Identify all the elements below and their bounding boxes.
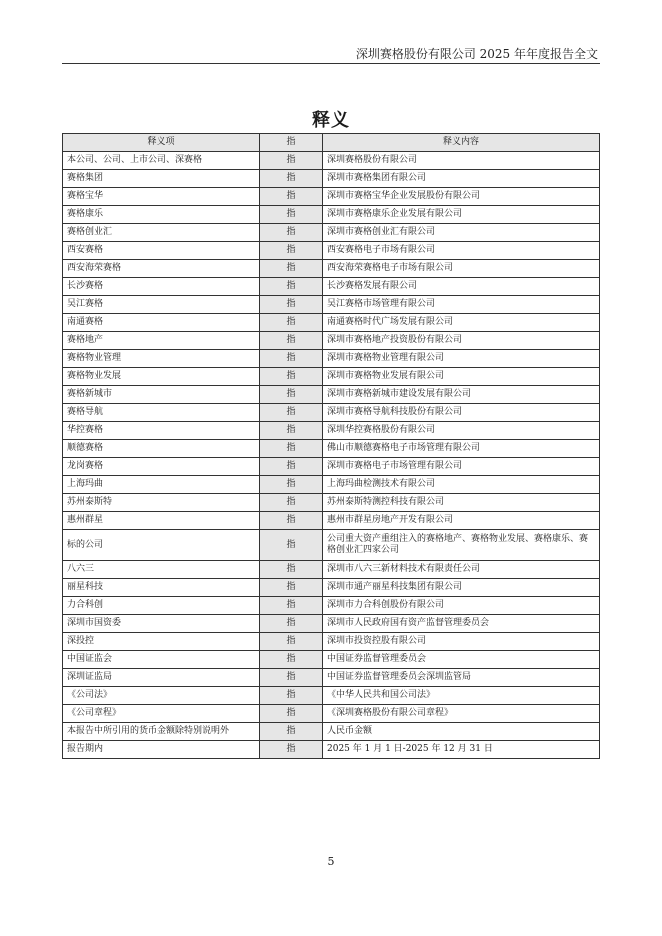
table-row [63, 278, 600, 296]
page-number: 5 [327, 855, 335, 868]
term-cell: 赛格创业汇 [63, 224, 260, 242]
table-row [63, 314, 600, 332]
table-row [63, 206, 600, 224]
ref-cell: 指 [260, 530, 323, 561]
definition-cell: 佛山市顺德赛格电子市场管理有限公司 [323, 440, 600, 458]
term-cell: 惠州群星 [63, 512, 260, 530]
definition-cell: 西安海荣赛格电子市场有限公司 [323, 260, 600, 278]
term-cell: 赛格地产 [63, 332, 260, 350]
definition-cell: 深圳市通产丽星科技集团有限公司 [323, 579, 600, 597]
ref-cell: 指 [260, 494, 323, 512]
table-row [63, 723, 600, 741]
definition-cell: 深圳市力合科创股份有限公司 [323, 597, 600, 615]
ref-cell: 指 [260, 561, 323, 579]
table-row [63, 350, 600, 368]
ref-cell: 指 [260, 332, 323, 350]
ref-cell: 指 [260, 206, 323, 224]
ref-cell: 指 [260, 314, 323, 332]
table-row [63, 615, 600, 633]
page-title: 释义 [312, 110, 350, 131]
header-ref: 指 [260, 134, 323, 152]
term-cell: 报告期内 [63, 741, 260, 759]
table-body [63, 152, 600, 759]
ref-cell: 指 [260, 422, 323, 440]
definition-cell: 深圳市赛格康乐企业发展有限公司 [323, 206, 600, 224]
table-row [63, 386, 600, 404]
definition-cell: 公司重大资产重组注入的赛格地产、赛格物业发展、赛格康乐、赛格创业汇四家公司 [323, 530, 600, 561]
ref-cell: 指 [260, 741, 323, 759]
term-cell: 赛格集团 [63, 170, 260, 188]
header-term: 释义项 [63, 134, 260, 152]
term-cell: 深圳证监局 [63, 669, 260, 687]
table-row [63, 242, 600, 260]
definition-cell: 西安赛格电子市场有限公司 [323, 242, 600, 260]
definition-cell: 2025 年 1 月 1 日-2025 年 12 月 31 日 [323, 741, 600, 759]
definition-cell: 中国证券监督管理委员会深圳监管局 [323, 669, 600, 687]
ref-cell: 指 [260, 404, 323, 422]
term-cell: 上海玛曲 [63, 476, 260, 494]
definition-cell: 人民币金额 [323, 723, 600, 741]
ref-cell: 指 [260, 440, 323, 458]
term-cell: 西安海荣赛格 [63, 260, 260, 278]
ref-cell: 指 [260, 669, 323, 687]
term-cell: 顺德赛格 [63, 440, 260, 458]
table-row [63, 561, 600, 579]
term-cell: 长沙赛格 [63, 278, 260, 296]
table-row [63, 651, 600, 669]
ref-cell: 指 [260, 512, 323, 530]
ref-cell: 指 [260, 170, 323, 188]
ref-cell: 指 [260, 296, 323, 314]
ref-cell: 指 [260, 152, 323, 170]
definition-cell: 深圳市赛格集团有限公司 [323, 170, 600, 188]
term-cell: 龙岗赛格 [63, 458, 260, 476]
definition-cell: 长沙赛格发展有限公司 [323, 278, 600, 296]
ref-cell: 指 [260, 278, 323, 296]
term-cell: 标的公司 [63, 530, 260, 561]
table-row [63, 458, 600, 476]
definition-cell: 深圳市赛格物业管理有限公司 [323, 350, 600, 368]
term-cell: 赛格新城市 [63, 386, 260, 404]
table-row [63, 368, 600, 386]
definition-cell: 深圳市赛格导航科技股份有限公司 [323, 404, 600, 422]
table-row [63, 260, 600, 278]
table-row [63, 579, 600, 597]
table-row [63, 530, 600, 561]
table-row [63, 633, 600, 651]
term-cell: 《公司法》 [63, 687, 260, 705]
definition-cell: 深圳市赛格宝华企业发展股份有限公司 [323, 188, 600, 206]
ref-cell: 指 [260, 386, 323, 404]
ref-cell: 指 [260, 651, 323, 669]
ref-cell: 指 [260, 242, 323, 260]
table-row [63, 296, 600, 314]
term-cell: 本报告中所引用的货币金额除特别说明外 [63, 723, 260, 741]
ref-cell: 指 [260, 350, 323, 368]
header-definition: 释义内容 [323, 134, 600, 152]
table-row [63, 224, 600, 242]
definition-cell: 中国证券监督管理委员会 [323, 651, 600, 669]
definition-cell: 深圳市八六三新材料技术有限责任公司 [323, 561, 600, 579]
definition-cell: 深圳市赛格物业发展有限公司 [323, 368, 600, 386]
term-cell: 苏州泰斯特 [63, 494, 260, 512]
term-cell: 华控赛格 [63, 422, 260, 440]
header-divider [62, 63, 600, 64]
ref-cell: 指 [260, 188, 323, 206]
definition-cell: 深圳市赛格创业汇有限公司 [323, 224, 600, 242]
definitions-table [62, 133, 600, 759]
report-header: 深圳赛格股份有限公司 2025 年年度报告全文 [355, 47, 598, 61]
table-header-row [63, 134, 600, 152]
term-cell: 吴江赛格 [63, 296, 260, 314]
table-row [63, 170, 600, 188]
term-cell: 中国证监会 [63, 651, 260, 669]
ref-cell: 指 [260, 723, 323, 741]
ref-cell: 指 [260, 687, 323, 705]
term-cell: 赛格康乐 [63, 206, 260, 224]
term-cell: 深投控 [63, 633, 260, 651]
definition-cell: 《深圳赛格股份有限公司章程》 [323, 705, 600, 723]
table-row [63, 687, 600, 705]
definition-cell: 吴江赛格市场管理有限公司 [323, 296, 600, 314]
term-cell: 本公司、公司、上市公司、深赛格 [63, 152, 260, 170]
definition-cell: 《中华人民共和国公司法》 [323, 687, 600, 705]
definition-cell: 深圳市人民政府国有资产监督管理委员会 [323, 615, 600, 633]
definition-cell: 深圳赛格股份有限公司 [323, 152, 600, 170]
term-cell: 赛格宝华 [63, 188, 260, 206]
definition-cell: 深圳市赛格地产投资股份有限公司 [323, 332, 600, 350]
term-cell: 丽星科技 [63, 579, 260, 597]
definition-cell: 苏州泰斯特测控科技有限公司 [323, 494, 600, 512]
term-cell: 南通赛格 [63, 314, 260, 332]
ref-cell: 指 [260, 260, 323, 278]
definition-cell: 南通赛格时代广场发展有限公司 [323, 314, 600, 332]
table-row [63, 741, 600, 759]
term-cell: 赛格物业发展 [63, 368, 260, 386]
table-row [63, 152, 600, 170]
definition-cell: 上海玛曲检测技术有限公司 [323, 476, 600, 494]
table-row [63, 512, 600, 530]
definition-cell: 深圳市赛格电子市场管理有限公司 [323, 458, 600, 476]
ref-cell: 指 [260, 476, 323, 494]
table-row [63, 188, 600, 206]
definition-cell: 深圳市赛格新城市建设发展有限公司 [323, 386, 600, 404]
table-row [63, 332, 600, 350]
term-cell: 西安赛格 [63, 242, 260, 260]
ref-cell: 指 [260, 615, 323, 633]
ref-cell: 指 [260, 458, 323, 476]
term-cell: 赛格物业管理 [63, 350, 260, 368]
ref-cell: 指 [260, 597, 323, 615]
term-cell: 《公司章程》 [63, 705, 260, 723]
term-cell: 八六三 [63, 561, 260, 579]
ref-cell: 指 [260, 633, 323, 651]
table-row [63, 422, 600, 440]
table-row [63, 669, 600, 687]
term-cell: 赛格导航 [63, 404, 260, 422]
term-cell: 深圳市国资委 [63, 615, 260, 633]
ref-cell: 指 [260, 579, 323, 597]
table-row [63, 494, 600, 512]
definition-cell: 深圳市投资控股有限公司 [323, 633, 600, 651]
term-cell: 力合科创 [63, 597, 260, 615]
definition-cell: 惠州市群星房地产开发有限公司 [323, 512, 600, 530]
table-row [63, 476, 600, 494]
table-row [63, 440, 600, 458]
ref-cell: 指 [260, 705, 323, 723]
table-row [63, 404, 600, 422]
table-row [63, 597, 600, 615]
definition-cell: 深圳华控赛格股份有限公司 [323, 422, 600, 440]
ref-cell: 指 [260, 368, 323, 386]
table-row [63, 705, 600, 723]
ref-cell: 指 [260, 224, 323, 242]
